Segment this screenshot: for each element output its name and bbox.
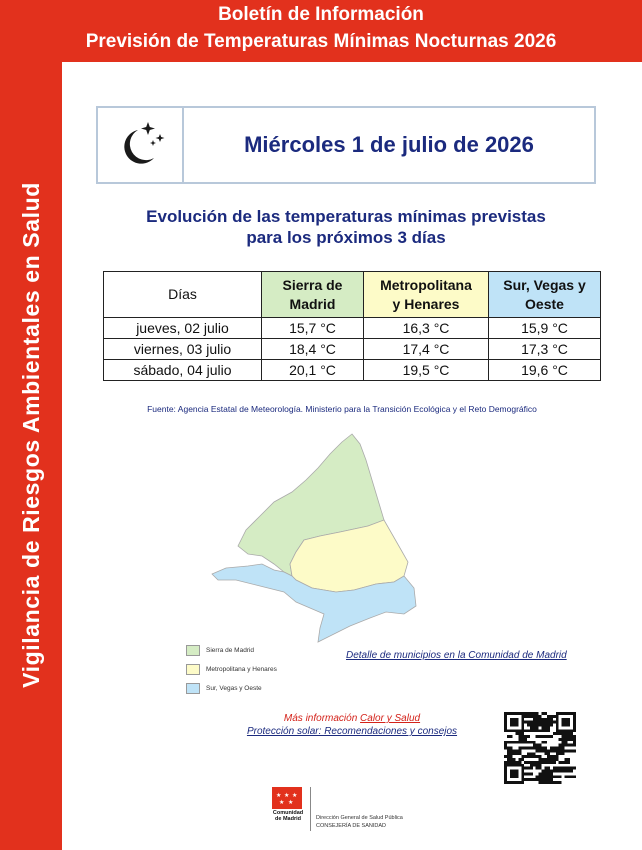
header-sur-line1: Sur, Vegas y (503, 276, 586, 293)
table-header-row (104, 272, 601, 318)
moon-stars-icon (98, 108, 182, 182)
sierra-cell: 18,4 °C (262, 339, 364, 360)
header-sur (489, 272, 601, 318)
sidebar-title: Vigilancia de Riesgos Ambientales en Salud (18, 182, 44, 688)
header-metro-line2: y Henares (392, 295, 460, 312)
header-sierra-line2: Madrid (289, 295, 336, 312)
forecast-title-line1: Evolución de las temperaturas mínimas previstas (146, 207, 546, 226)
bulletin-title: Boletín de Información (218, 4, 424, 25)
more-info-label: Más información (283, 713, 358, 724)
day-cell: viernes, 03 julio (104, 339, 262, 360)
comunidad-madrid-flag (272, 787, 302, 809)
svg-text:★: ★ (292, 792, 298, 799)
cm-line2: de Madrid (275, 816, 301, 822)
metro-cell: 17,4 °C (364, 339, 489, 360)
svg-text:★: ★ (284, 792, 290, 799)
star-icon (272, 787, 302, 809)
legend-item (186, 682, 277, 694)
header-sur-line2: Oeste (525, 295, 564, 312)
legend-label: Metropolitana y Henares (206, 665, 277, 673)
forecast-title-line2: para los próximos 3 días (246, 228, 446, 247)
sur-cell: 19,6 °C (489, 360, 601, 381)
svg-text:★: ★ (276, 792, 282, 799)
sur-cell: 17,3 °C (489, 339, 601, 360)
legend-item (186, 644, 277, 656)
cm-line1: Comunidad (272, 810, 304, 816)
sur-cell: 15,9 °C (489, 318, 601, 339)
table-row (104, 339, 601, 360)
day-cell: jueves, 02 julio (104, 318, 262, 339)
date-box (96, 106, 596, 184)
temperature-table (103, 271, 601, 381)
svg-text:★: ★ (279, 799, 285, 806)
legend-swatch-metro (186, 664, 200, 675)
header-metro (364, 272, 489, 318)
sierra-cell: 20,1 °C (262, 360, 364, 381)
logo-divider (310, 787, 311, 831)
dg-line1: Dirección General de Salud Pública (316, 815, 403, 821)
bulletin-date: Miércoles 1 de julio de 2026 (244, 132, 534, 157)
legend-swatch-sur (186, 683, 200, 694)
header-days: Días (104, 272, 262, 318)
header-metro-line1: Metropolitana (380, 276, 472, 293)
table-row (104, 360, 601, 381)
header-sierra (262, 272, 364, 318)
institution-label (316, 814, 403, 830)
municipalities-detail-link[interactable]: Detalle de municipios en la Comunidad de Madrid (346, 650, 567, 661)
data-source: Fuente: Agencia Estatal de Meteorología. Ministerio para la Transición Ecológica y el Reto Demográfico (147, 404, 537, 414)
region-map (200, 430, 420, 645)
forecast-title (96, 206, 596, 248)
date-icon-cell (98, 108, 184, 182)
legend-swatch-sierra (186, 645, 200, 656)
metro-cell: 16,3 °C (364, 318, 489, 339)
legend-item (186, 663, 277, 675)
header-sierra-line1: Sierra de (282, 276, 343, 293)
dg-line2: CONSEJERÍA DE SANIDAD (316, 823, 386, 829)
table-row (104, 318, 601, 339)
comunidad-madrid-label (270, 810, 306, 822)
legend-label: Sur, Vegas y Oeste (206, 684, 262, 692)
qr-code[interactable] (504, 712, 576, 784)
proteccion-solar-link[interactable]: Protección solar: Recomendaciones y consejos (246, 726, 458, 737)
map-legend (186, 644, 277, 701)
bulletin-subtitle: Previsión de Temperaturas Mínimas Nocturnas 2026 (85, 31, 557, 52)
calor-salud-link[interactable]: Calor y Salud (360, 713, 421, 724)
legend-label: Sierra de Madrid (206, 646, 255, 654)
more-info-block (234, 712, 470, 738)
svg-text:★: ★ (288, 799, 294, 806)
metro-cell: 19,5 °C (364, 360, 489, 381)
sierra-cell: 15,7 °C (262, 318, 364, 339)
day-cell: sábado, 04 julio (104, 360, 262, 381)
